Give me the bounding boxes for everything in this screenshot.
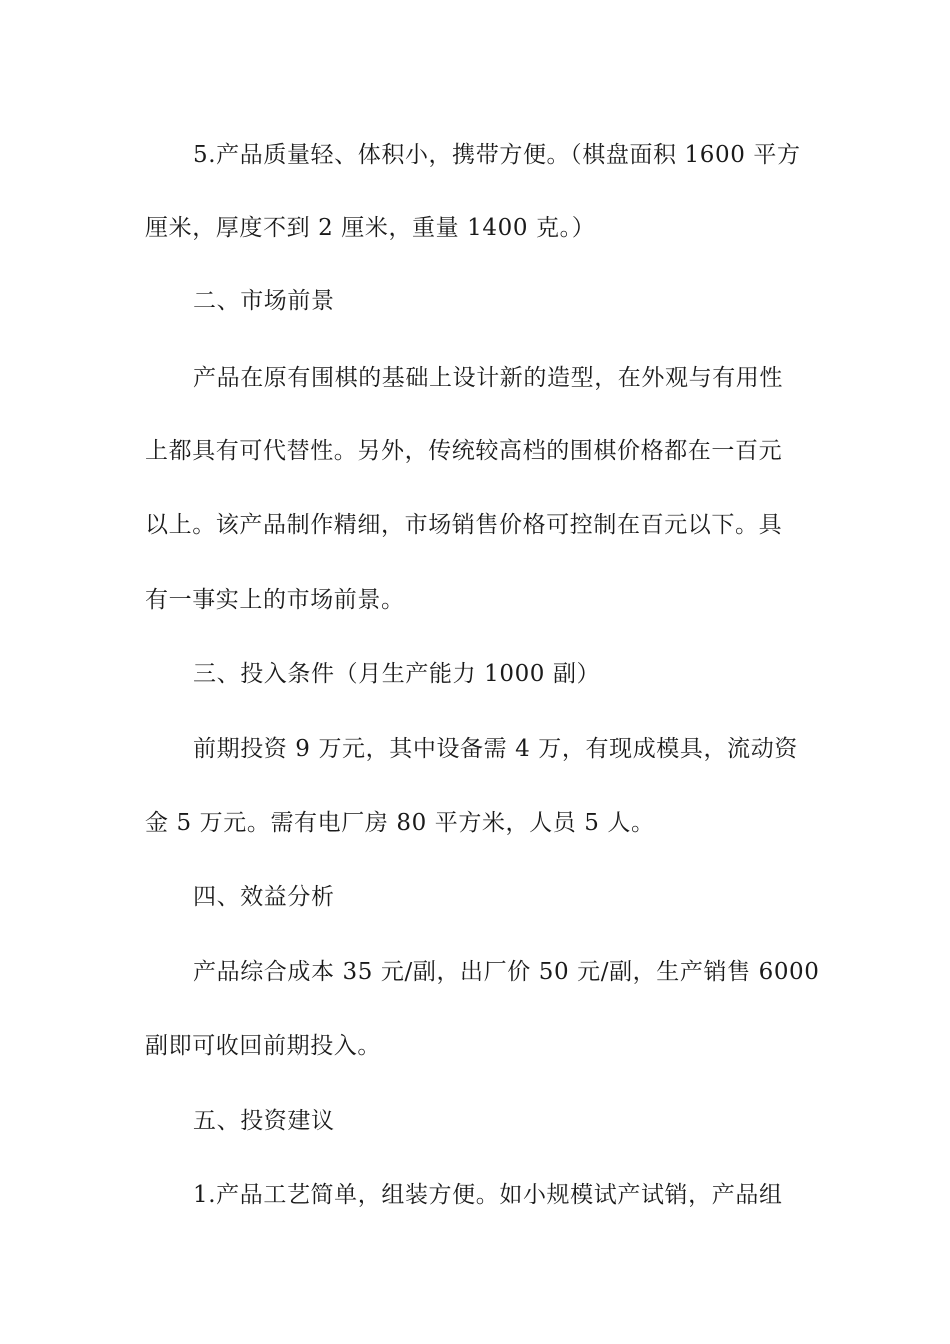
section-heading: 四、效益分析 [193, 884, 335, 910]
paragraph-line: 1.产品工艺简单，组装方便。如小规模试产试销，产品组 [193, 1182, 783, 1208]
paragraph-line: 厘米，厚度不到 2 厘米，重量 1400 克。） [145, 215, 596, 241]
paragraph-line: 前期投资 9 万元，其中设备需 4 万，有现成模具，流动资 [193, 736, 798, 762]
paragraph-line: 以上。该产品制作精细，市场销售价格可控制在百元以下。具 [145, 512, 783, 538]
section-heading: 二、市场前景 [193, 288, 335, 314]
paragraph-line: 5.产品质量轻、体积小，携带方便。（棋盘面积 1600 平方 [193, 142, 801, 168]
paragraph-line: 产品在原有围棋的基础上设计新的造型，在外观与有用性 [193, 365, 783, 391]
paragraph-line: 上都具有可代替性。另外，传统较高档的围棋价格都在一百元 [145, 438, 783, 464]
paragraph-line: 金 5 万元。需有电厂房 80 平方米，人员 5 人。 [145, 810, 655, 836]
paragraph-line: 有一事实上的市场前景。 [145, 587, 405, 613]
paragraph-line: 产品综合成本 35 元/副，出厂价 50 元/副，生产销售 6000 [193, 959, 820, 985]
paragraph-line: 副即可收回前期投入。 [145, 1033, 381, 1059]
section-heading: 五、投资建议 [193, 1108, 335, 1134]
section-heading: 三、投入条件（月生产能力 1000 副） [193, 661, 601, 687]
